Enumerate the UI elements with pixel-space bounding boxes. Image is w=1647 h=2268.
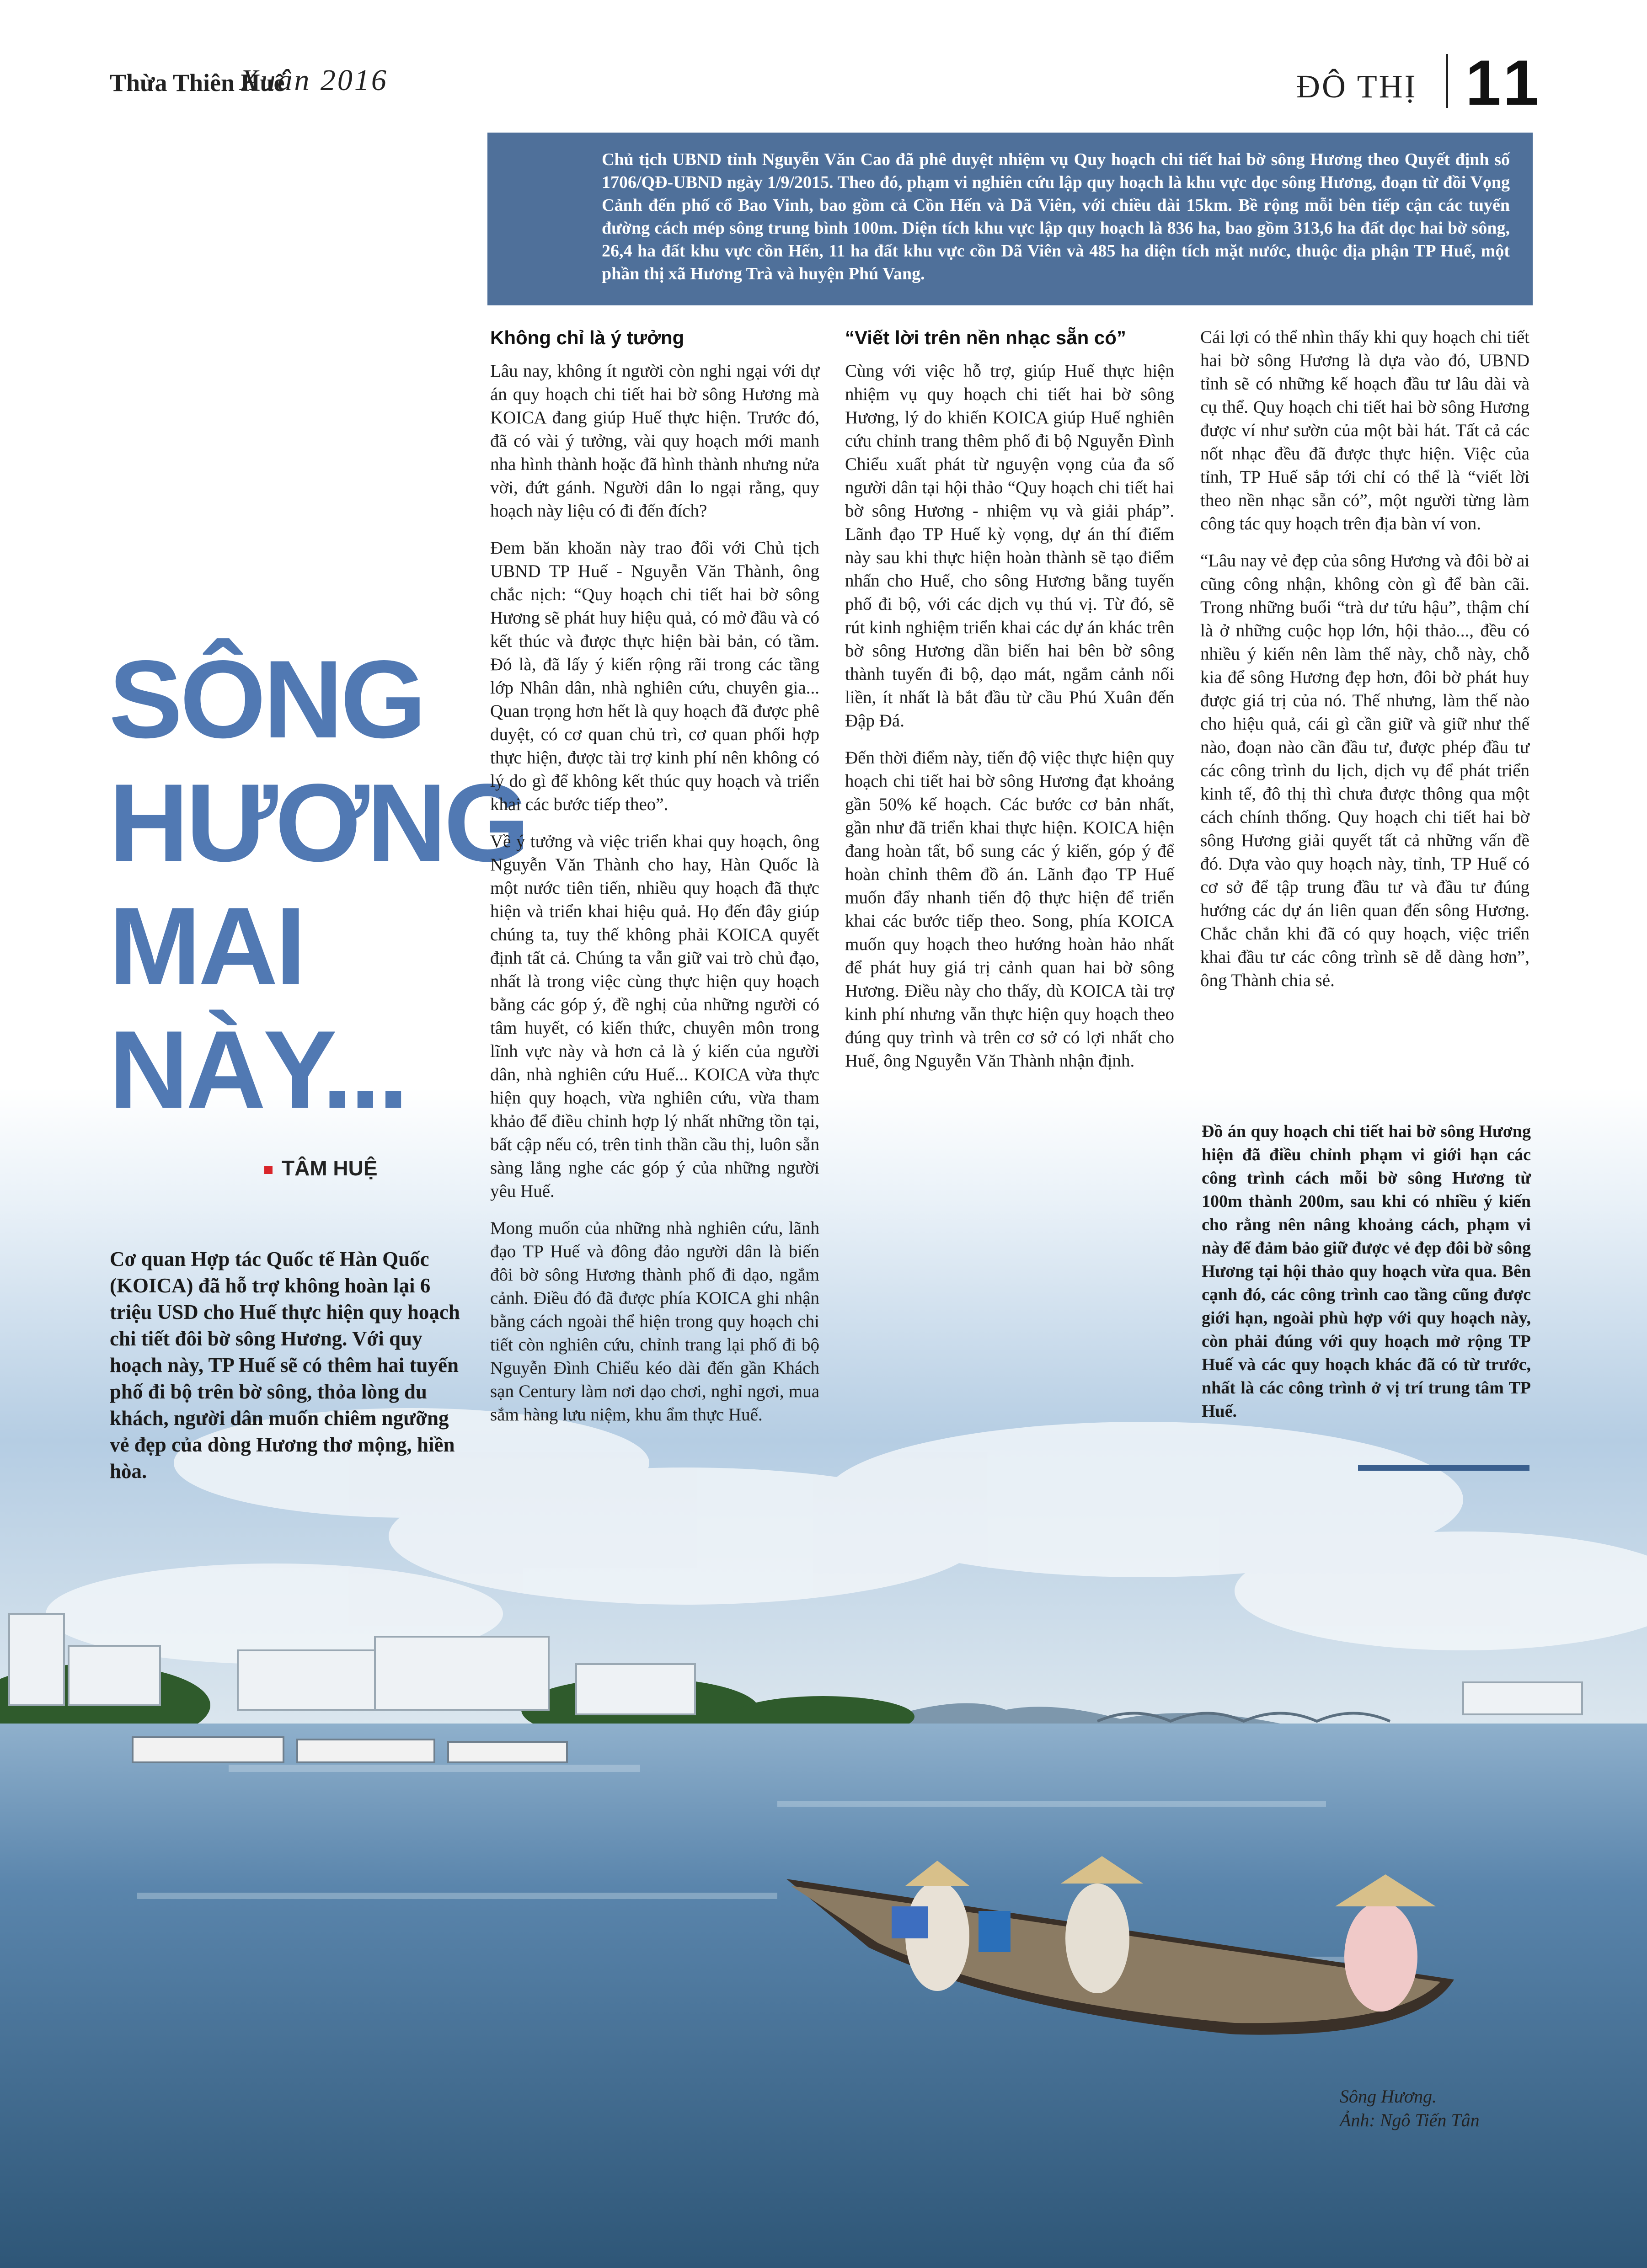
issue-label: Xuân 2016 [240,64,388,97]
byline [264,1156,378,1180]
info-note: Đồ án quy hoạch chi tiết hai bờ sông Hương hiện đã điều chỉnh phạm vi giới hạn các công trình cách mỗi bờ sông Hương từ 100m thành 200m, sau khi có nhiều ý kiến cho rằng nên nâng khoảng cách, phạm vi này để đảm bảo giữ được vẻ đẹp đôi bờ sông Hương tại hội thảo quy hoạch vừa qua. Bên cạnh đó, các công trình cao tầng cũng được giới hạn, ngoài phù hợp với quy hoạch này, còn phải đúng với quy hoạch mở rộng TP Huế và các quy hoạch khác đã có từ trước, nhất là các công trình ở vị trí trung tâm TP Huế. [1202,1122,1531,1421]
header-divider [1446,54,1448,108]
paragraph: Lâu nay, không ít người còn nghi ngại với dự án quy hoạch chi tiết hai bờ sông Hương mà KOICA đang giúp Huế thực hiện. Trước đó, đã có vài ý tưởng, vài quy hoạch mới manh nha hình thành hoặc đã hình thành nhưng nửa vời, đứt gánh. Người dân lo ngại rằng, quy hoạch này liệu có đi đến đích? [490,361,819,521]
page-number: 11 [1465,47,1544,118]
body-column-3 [1200,326,1529,1006]
photo-caption [1340,2085,1480,2132]
paragraph: “Lâu nay vẻ đẹp của sông Hương và đôi bờ ai cũng công nhận, không còn gì để bàn cãi. Trong những buổi “trà dư tửu hậu”, thậm chí là ở những cuộc họp lớn, hội thảo..., đều có nhiều ý kiến nên làm thế này, chỗ này, chỗ kia để sông Hương đẹp hơn, đôi bờ phát huy được giá trị của nó. Thế nhưng, làm thế nào cho hiệu quả, cái gì cần giữ và giữ như thế nào, đoạn nào cần đầu tư, được phép đầu tư các công trình du lịch, dịch vụ để phát triển kinh tế, đô thị thì chưa được thông qua một cách chính thống. Quy hoạch chi tiết hai bờ sông Hương giải quyết tất cả những vấn đề đó. Dựa vào quy hoạch này, tỉnh, TP Huế có cơ sở để tập trung đầu tư và đầu tư đúng hướng các dự án liên quan đến sông Hương. Chắc chắn khi đã có quy hoạch, việc triển khai đầu tư các công trình sẽ dễ dàng hơn”, ông Thành chia sẻ. [1200,551,1529,990]
headline-line: HƯƠNG [109,761,527,885]
docked-boats [133,1737,567,1762]
headline-line: NÀY... [109,1008,406,1131]
paragraph: Cùng với việc hỗ trợ, giúp Huế thực hiện nhiệm vụ quy hoạch chi tiết hai bờ sông Hương, lý do khiến KOICA giúp Huế nghiên cứu chỉnh trang thêm phố đi bộ Nguyễn Đình Chiểu xuất phát từ nguyện vọng của đa số người dân tại hội thảo “Quy hoạch chi tiết hai bờ sông Hương - nhiệm vụ và giải pháp”. Lãnh đạo TP Huế kỳ vọng, dự án thí điểm này sau khi thực hiện hoàn thành sẽ tạo điểm nhấn cho Huế, cho sông Hương bằng tuyến phố đi bộ, với các dịch vụ thú vị. Từ đó, sẽ rút kinh nghiệm triển khai các dự án khác trên bờ sông Hương dần biến hai bên bờ sông thành tuyến đi bộ, dạo mát, ngắm cảnh nối liền, ít nhất là bắt đầu từ cầu Phú Xuân đến Đập Đá. [845,361,1174,731]
byline-square-icon [264,1166,273,1174]
sapo: Cơ quan Hợp tác Quốc tế Hàn Quốc (KOICA) đã hỗ trợ không hoàn lại 6 triệu USD cho Huế thực hiện quy hoạch chi tiết đôi bờ sông Hương. Với quy hoạch này, TP Huế sẽ có thêm hai tuyến phố đi bộ trên bờ sông, thỏa lòng du khách, người dân muốn chiêm ngưỡng vẻ đẹp của dòng Hương thơ mộng, hiền hòa. [110,1248,460,1483]
paragraph: Cái lợi có thể nhìn thấy khi quy hoạch chi tiết hai bờ sông Hương là dựa vào đó, UBND tỉnh sẽ có những kế hoạch đầu tư lâu dài và cụ thể. Quy hoạch chi tiết hai bờ sông Hương được ví như sườn của một bài hát. Tất cả các nốt nhạc đều đã được thực hiện. Việc của tỉnh, TP Huế sắp tới chỉ có thể là “viết lời theo nền nhạc sẵn có”, một người từng làm công tác quy hoạch trên địa bàn ví von. [1200,327,1529,534]
caption-credit: Ảnh: Ngô Tiến Tân [1340,2110,1480,2130]
author-name: TÂM HUỆ [282,1156,378,1180]
subheading: Không chỉ là ý tưởng [490,327,684,348]
article-headline [109,638,527,1131]
caption-title: Sông Hương. [1340,2086,1437,2107]
body-column-2 [845,326,1174,1086]
subheading: “Viết lời trên nền nhạc sẵn có” [845,327,1126,348]
paragraph: Về ý tưởng và việc triển khai quy hoạch, ông Nguyễn Văn Thành cho hay, Hàn Quốc là một nước tiên tiến, nhiều quy hoạch đã thực hiện và triển khai hiệu quả. Họ đến đây giúp chúng ta, tuy thế không phải KOICA quyết định tất cả. Chúng ta vẫn giữ vai trò chủ đạo, nhất là trong việc cùng thực hiện quy hoạch bằng các góp ý, đề nghị của những người có tâm huyết, có kiến thức, chuyên môn trong lĩnh vực này và hơn cả là ý kiến của người dân, nhà nghiên cứu Huế... KOICA vừa thực hiện quy hoạch, vừa nghiên cứu, vừa tham khảo để điều chỉnh hợp lý nhất những tồn tại, bất cập nếu có, trên tinh thần cầu thị, luôn sẵn sàng lắng nghe các góp ý của những người yêu Huế. [490,832,819,1201]
lead-box: Chủ tịch UBND tỉnh Nguyễn Văn Cao đã phê duyệt nhiệm vụ Quy hoạch chi tiết hai bờ sông Hương theo Quyết định số 1706/QĐ-UBND ngày 1/9/2015. Theo đó, phạm vi nghiên cứu lập quy hoạch là khu vực dọc sông Hương, đoạn từ đồi Vọng Cảnh đến phố cổ Bao Vinh, bao gồm cả Cồn Hến và Dã Viên, với chiều dài 15km. Bề rộng mỗi bên tiếp cận các tuyến đường cách mép sông trung bình 100m. Diện tích khu vực lập quy hoạch là 836 ha, bao gồm 313,6 ha đất dọc hai bờ sông, 26,4 ha đất khu vực cồn Hến, 11 ha đất khu vực cồn Dã Viên và 485 ha diện tích mặt nước, thuộc địa phận TP Huế, một phần thị xã Hương Trà và huyện Phú Vang. [487,133,1533,305]
body-column-1 [490,326,819,1440]
paragraph: Đến thời điểm này, tiến độ việc thực hiện quy hoạch chi tiết hai bờ sông Hương đạt khoảng gần 50% kế hoạch. Các bước cơ bản nhất, gần như đã triển khai thực hiện. KOICA hiện đang hoàn tất, bổ sung các ý kiến, góp ý để hoàn chỉnh thêm đồ án. Lãnh đạo TP Huế muốn đẩy nhanh tiến độ thực hiện để triển khai các bước tiếp theo. Song, phía KOICA muốn quy hoạch theo hướng hoàn hảo nhất để phát huy giá trị cảnh quan hai bờ sông Hương. Điều này cho thấy, dù KOICA tài trợ kinh phí nhưng vẫn thực hiện quy hoạch theo đúng quy trình và trên cơ sở có lợi nhất cho Huế, ông Nguyễn Văn Thành nhận định. [845,748,1174,1071]
paragraph: Đem băn khoăn này trao đổi với Chủ tịch UBND TP Huế - Nguyễn Văn Thành, ông chắc nịch: “Quy hoạch chi tiết hai bờ sông Hương sẽ phát huy hiệu quả, có mở đầu và có kết thúc và được thực hiện bài bản, có tầm. Đó là, đã lấy ý kiến rộng rãi trong các tầng lớp Nhân dân, nhà nghiên cứu, chuyên gia... Quan trọng hơn hết là quy hoạch đã được phê duyệt, có cơ quan chủ trì, cơ quan phối hợp thực hiện, được tài trợ kinh phí nên không có lý do gì để không kết thúc quy hoạch và triển khai các bước tiếp theo”. [490,538,819,814]
headline-line: SÔNG [109,638,424,761]
headline-line: MAI [109,885,304,1008]
note-divider [1358,1465,1529,1471]
paragraph: Mong muốn của những nhà nghiên cứu, lãnh đạo TP Huế và đông đảo người dân là biến đôi bờ sông Hương thành phố đi dạo, ngắm cảnh. Điều đó đã được phía KOICA ghi nhận bằng cách ngoài thể hiện trong quy hoạch chi tiết còn nghiên cứu, chỉnh trang lại phố đi bộ Nguyễn Đình Chiểu kéo dài đến gần Khách sạn Century làm nơi dạo chơi, nghỉ ngơi, mua sắm hàng lưu niệm, khu ẩm thực Huế. [490,1218,819,1425]
magazine-name: Thừa Thiên Huế [110,69,285,96]
section-label: ĐÔ THỊ [1296,68,1417,105]
